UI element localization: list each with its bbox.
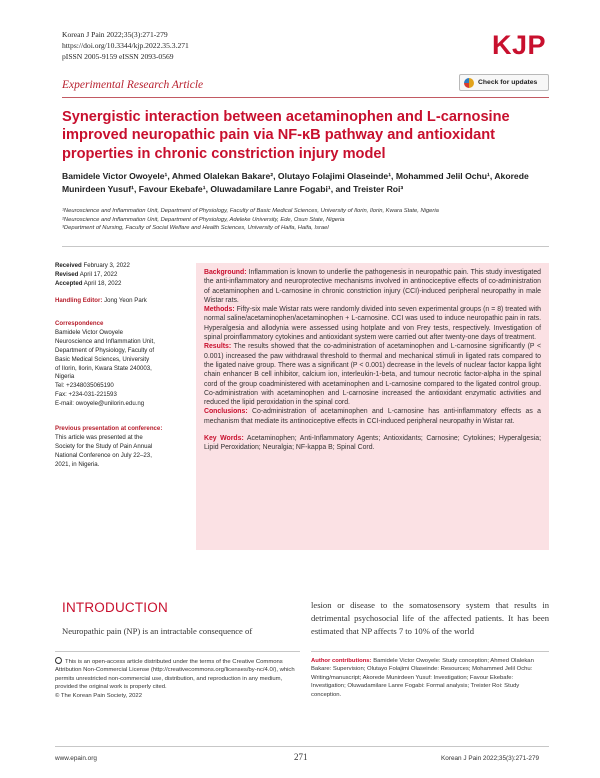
results-label: Results: <box>204 343 232 351</box>
results-text: The results showed that the co-administration of acetaminophen and L-carnosine significantly (P < 0.001) increased the paw withdrawal threshold to thermal and mechanical stimuli in ligated rats compared to the ligated naive group. There was a significant (P < 0.001) decrease in the levels of nuclear factor kappa light chain enhancer B cell inhibitor, calcium ion, interleukin-1-beta, and tumour necrotic factor-alpha in the spinal cord of the group coadministered with acetaminophen and L-carnosine compared to the ligated control group. Co-administration with acetaminophen and L-carnosine increased the antioxidant enzymatic activities and reduced the lipid peroxidation in the spinal cord. <box>204 343 541 407</box>
license-text: This is an open-access article distributed under the terms of the Creative Commons Attribution Non-Commercial License (http://creativecommons.org/licenses/by-nc/4.0/), which permits unrestricted non-commercial use, distribution, and reproduction in any medium, provided the original work is properly cited. <box>55 659 295 691</box>
accepted-label: Accepted <box>55 279 83 287</box>
handling-editor <box>55 297 180 306</box>
affiliation-3: ³Department of Nursing, Faculty of Social Welfare and Health Sciences, University of Haifa, Haifa, Israel <box>62 225 329 232</box>
background-text: Inflammation is known to underlie the pathogenesis in neuropathic pain. This study investigated the anti-inflammatory and neuroprotective mechanisms involved in antinociceptive effects of co-administration of acetaminophen and L-carnosine in chronic constriction injury (CCI)-induced peripheral neuropathy in male Wistar rats. <box>204 269 541 304</box>
affiliation-1: ¹Neuroscience and Inflammation Unit, Department of Physiology, Faculty of Basic Medical Sciences, University of Ilorin, Ilorin, Kwara State, Nigeria <box>62 208 439 214</box>
revised-date: April 17, 2022 <box>79 270 118 278</box>
presentation-label: Previous presentation at conference: <box>55 425 163 432</box>
presentation-line: 2021, in Nigeria. <box>55 460 100 468</box>
correspondence-line: Department of Physiology, Faculty of <box>55 346 155 354</box>
header-divider <box>62 97 549 98</box>
footer-divider <box>55 746 549 747</box>
affiliations <box>62 207 549 233</box>
correspondence-line: Fax: +234-031-221593 <box>55 391 117 399</box>
correspondence-line: Bamidele Victor Owoyele <box>55 328 123 336</box>
presentation-line: National Conference on July 22–23, <box>55 451 152 459</box>
methods-text: Fifty-six male Wistar rats were randomly divided into seven experimental groups (n = 8) treated with normal saline/acetaminophen/acetaminophen + L-carnosine. CCI was used to induce neuropathic pain in rats. Hyperalgesia and allodynia were assessed using hotplate and von Frey tests, respectively. Investigation of spinal proinflammatory cytokines and antioxidant system were carried out after twenty-one days of treatment. <box>204 306 541 342</box>
contrib-divider <box>311 651 549 652</box>
handling-editor-label: Handling Editor: <box>55 297 103 304</box>
footer-citation: Korean J Pain 2022;35(3):271-279 <box>441 755 540 762</box>
intro-column-1: Neuropathic pain (NP) is an intractable consequence of <box>62 626 253 636</box>
keywords-label: Key Words: <box>204 435 244 443</box>
conclusions-text: Co-administration of acetaminophen and L-carnosine has anti-inflammatory effects as a mechanism that mediate its antinociceptive effects in CCI-induced peripheral neuropathy in Wistar rat. <box>204 408 541 425</box>
revised-label: Revised <box>55 270 79 278</box>
presentation-line: This article was presented at the <box>55 433 143 441</box>
correspondence-label: Correspondence <box>55 320 104 327</box>
correspondence-line: Tel: +2348035065190 <box>55 382 114 390</box>
correspondence-line: of Ilorin, Ilorin, Kwara State 240003, <box>55 364 152 372</box>
abstract-box <box>196 263 549 550</box>
correspondence-line: Neuroscience and Inflammation Unit, <box>55 337 155 345</box>
issn: pISSN 2005-9159 eISSN 2093-0569 <box>62 52 174 61</box>
presentation-line: Society for the Study of Pain Annual <box>55 442 153 450</box>
check-for-updates-button[interactable] <box>459 74 549 91</box>
footer-website[interactable]: www.epain.org <box>55 755 97 762</box>
crossmark-icon <box>464 78 474 88</box>
journal-citation: Korean J Pain 2022;35(3):271-279 <box>62 30 168 39</box>
journal-logo: KJP <box>492 30 547 60</box>
article-type: Experimental Research Article <box>62 79 204 91</box>
license-note <box>55 657 300 700</box>
doi-link[interactable]: https://doi.org/10.3344/kjp.2022.35.3.271 <box>62 41 189 50</box>
open-access-icon <box>55 657 62 664</box>
page-number: 271 <box>294 752 308 762</box>
handling-editor-name: Jong Yeon Park <box>104 297 147 304</box>
contributions-text: Bamidele Victor Owoyele: Study conception; Ahmed Olalekan Bakare: Supervision; Olutayo Folajimi Olaseinde: Resources; Mohammed Jelil Ochu: Writing/manuscript; Akorede Munirdeen Yusuf: Investigation; Favour Ekebafe: Investigation; Oluwadamilare Lanre Fogabi: Formal analysis; Treister Roi: Study conception. <box>311 658 534 698</box>
conclusions-label: Conclusions: <box>204 408 248 416</box>
author-list: Bamidele Victor Owoyele¹, Ahmed Olalekan Bakare², Olutayo Folajimi Olaseinde¹, Mohammed Jelil Ochu¹, Akorede Munirdeen Yusuf¹, Favour Ekebafe¹, Oluwadamilare Lanre Fogabi¹, and Treister Roi³ <box>62 171 529 194</box>
accepted-date: April 18, 2022 <box>83 279 122 287</box>
copyright: © The Korean Pain Society, 2022 <box>55 692 142 699</box>
methods-label: Methods: <box>204 306 235 314</box>
dates-block <box>55 262 180 289</box>
correspondence-line: Nigeria <box>55 373 75 381</box>
affiliation-2: ²Neuroscience and Inflammation Unit, Department of Physiology, Adeleke University, Ede, Osun State, Nigeria <box>62 216 345 223</box>
presentation-block <box>55 425 180 470</box>
check-for-updates-label: Check for updates <box>478 79 538 86</box>
intro-column-2: lesion or disease to the somatosensory system that results in detrimental psychosocial life of the affected patients. It has been estimated that NP affects 7 to 10% of the world <box>311 600 549 636</box>
correspondence-block <box>55 320 180 409</box>
introduction-heading: INTRODUCTION <box>62 600 168 615</box>
correspondence-email[interactable]: E-mail: owoyele@unilorin.edu.ng <box>55 400 145 408</box>
article-title: Synergistic interaction between acetaminophen and L-carnosine improved neuropathic pain via NF-κB pathway and antioxidant properties in chronic constriction injury model <box>62 109 510 162</box>
received-date: February 3, 2022 <box>83 262 130 269</box>
keywords-text: Acetaminophen; Anti-Inflammatory Agents; Antioxidants; Carnosine; Cytokines; Hyperalgesia; Lipid Peroxidation; Neuralgia; NF-kappa B; Spinal Cord. <box>204 435 541 452</box>
license-divider <box>55 651 300 652</box>
affiliation-divider <box>62 246 549 247</box>
received-label: Received <box>55 262 82 269</box>
background-label: Background: <box>204 269 247 276</box>
correspondence-line: Basic Medical Sciences, University <box>55 355 150 363</box>
contributions-label: Author contributions: <box>311 658 372 664</box>
author-contributions <box>311 657 549 699</box>
